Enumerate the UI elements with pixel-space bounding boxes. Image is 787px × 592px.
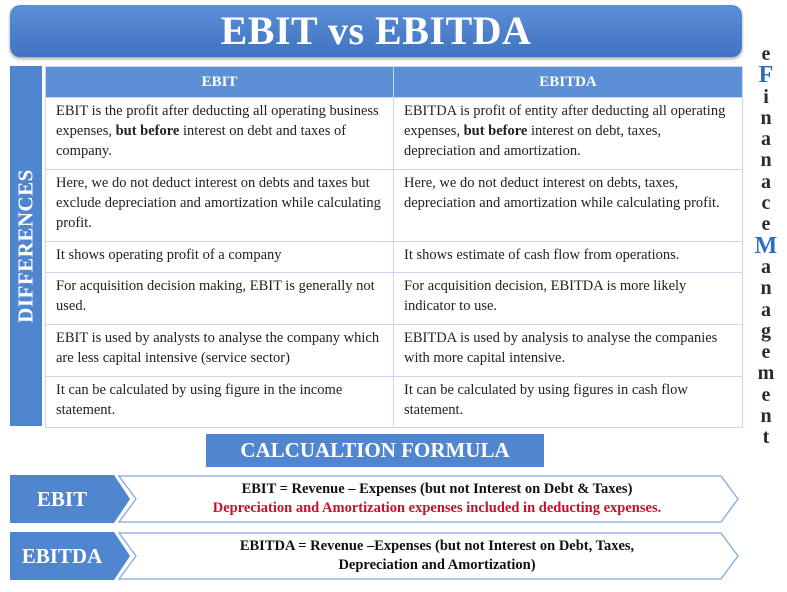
table-cell: It can be calculated by using figure in the income statement. xyxy=(46,377,394,428)
table-row xyxy=(46,325,743,377)
ebitda-formula-box xyxy=(118,532,740,580)
differences-label-text: DIFFERENCES xyxy=(13,169,38,323)
ebit-formula-note: Depreciation and Amortization expenses included in deducting expenses. xyxy=(212,500,662,516)
table-row xyxy=(46,273,743,325)
brand-letter: e xyxy=(761,213,771,236)
brand-letter: a xyxy=(761,170,771,193)
table-cell: For acquisition decision, EBITDA is more likely indicator to use. xyxy=(394,273,743,325)
table-cell: EBITDA is used by analysis to analyse the companies with more capital intensive. xyxy=(394,325,743,377)
table-row xyxy=(46,242,743,273)
table-cell: For acquisition decision making, EBIT is generally not used. xyxy=(46,273,394,325)
brand-letter: a xyxy=(761,255,771,278)
brand-letter: a xyxy=(761,128,771,151)
differences-side-label xyxy=(10,66,42,426)
table-cell: It can be calculated by using figures in cash flow statement. xyxy=(394,377,743,428)
ebit-formula-line: EBIT = Revenue – Expenses (but not Interest on Debt & Taxes) xyxy=(241,481,633,497)
table-row xyxy=(46,377,743,428)
brand-letter: n xyxy=(760,106,772,129)
page-title: EBIT vs EBITDA xyxy=(10,5,742,57)
ebitda-formula-line-2: Depreciation and Amortization) xyxy=(338,557,536,573)
table-header-row xyxy=(46,67,743,98)
column-header-ebitda: EBITDA xyxy=(394,67,743,98)
brand-letter: c xyxy=(761,192,771,215)
brand-letter: e xyxy=(761,341,771,364)
table-cell: It shows estimate of cash flow from operations. xyxy=(394,242,743,273)
brand-letter: a xyxy=(761,298,771,321)
brand-letter: n xyxy=(760,277,772,300)
brand-letter: m xyxy=(757,362,775,385)
brand-letter: n xyxy=(760,405,772,428)
brand-letter: t xyxy=(762,426,770,449)
table-cell: Here, we do not deduct interest on debts, taxes, depreciation and amortization while calculating profit. xyxy=(394,170,743,242)
brand-letter: F xyxy=(758,62,774,89)
efinance-management-vertical-brand xyxy=(752,44,780,449)
column-header-ebit: EBIT xyxy=(46,67,394,98)
brand-letter: n xyxy=(760,149,772,172)
ebit-formula-label: EBIT xyxy=(10,475,114,523)
brand-letter: i xyxy=(763,85,769,108)
ebitda-formula-text xyxy=(148,537,726,575)
ebit-definition-cell: EBIT is the profit after deducting all operating business expenses, but before interest on debt and taxes of company. xyxy=(46,98,394,170)
brand-letter: M xyxy=(754,232,778,259)
ebitda-definition-cell: EBITDA is profit of entity after deducting all operating expenses, but before interest on debt, taxes, depreciation and amortization. xyxy=(394,98,743,170)
ebit-formula-text xyxy=(148,480,726,518)
table-cell: It shows operating profit of a company xyxy=(46,242,394,273)
brand-letter: e xyxy=(761,383,771,406)
table-row xyxy=(46,170,743,242)
table-cell: Here, we do not deduct interest on debts and taxes but exclude depreciation and amortization while calculating profit. xyxy=(46,170,394,242)
ebitda-formula-line-1: EBITDA = Revenue –Expenses (but not Interest on Debt, Taxes, xyxy=(239,538,635,554)
brand-letter: e xyxy=(761,43,771,65)
table-cell: EBIT is used by analysts to analyse the company which are less capital intensive (service sector) xyxy=(46,325,394,377)
comparison-table xyxy=(45,66,743,428)
ebit-formula-box xyxy=(118,475,740,523)
table-row xyxy=(46,98,743,170)
brand-letter: g xyxy=(761,319,771,342)
ebitda-formula-label: EBITDA xyxy=(10,532,114,580)
formula-heading: CALCUALTION FORMULA xyxy=(206,434,544,467)
